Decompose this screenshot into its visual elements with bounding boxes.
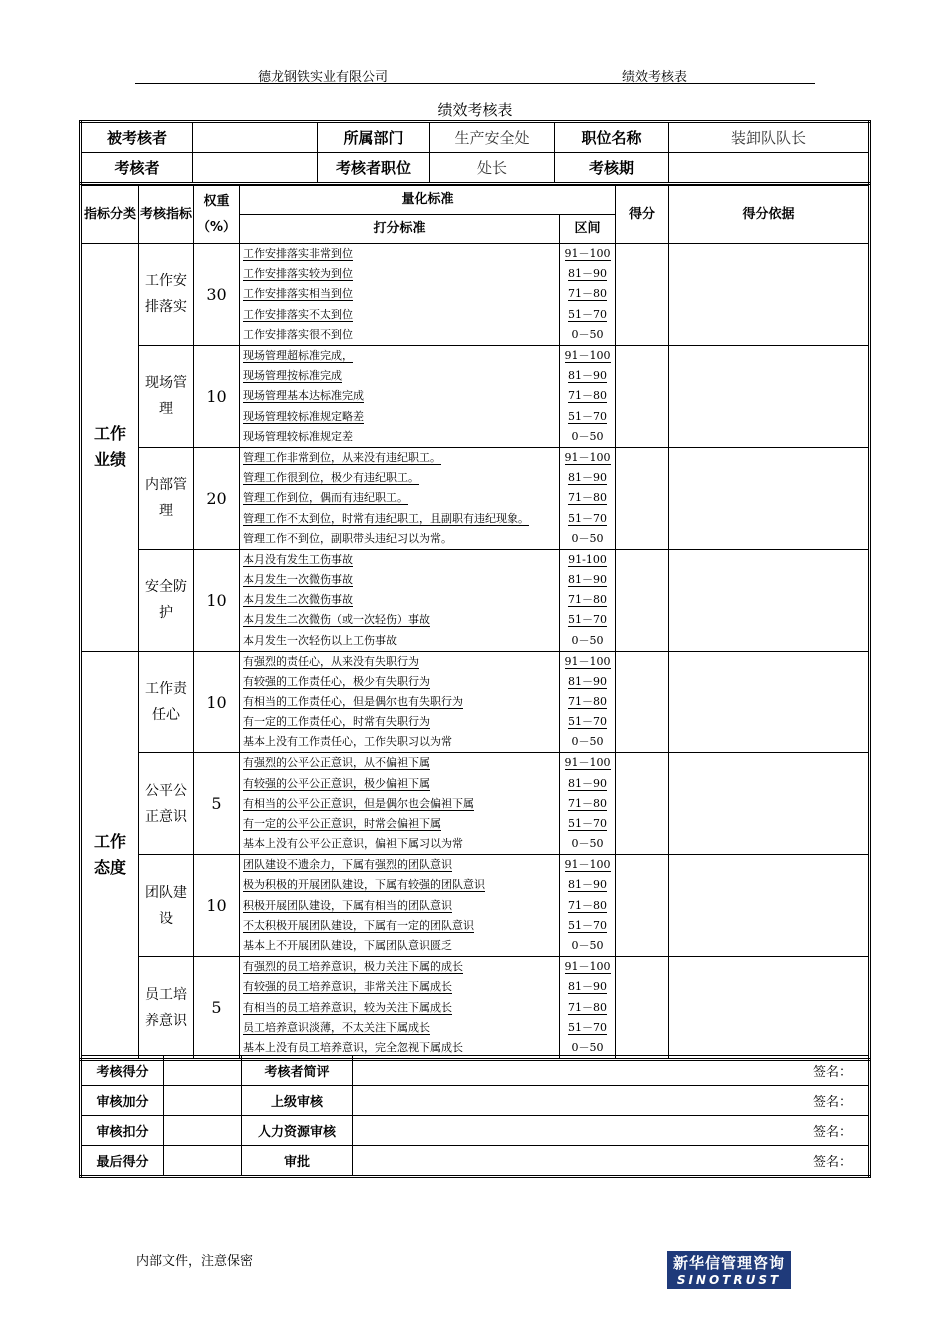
criterion-text-cell — [240, 732, 560, 753]
criterion-range: 51－70 — [568, 307, 607, 321]
criterion-range: 91－100 — [564, 858, 611, 872]
criterion-text-cell — [240, 957, 560, 978]
indicator-cell: 现场管理 — [139, 345, 194, 447]
criterion-text: 基本上不开展团队建设，下属团队意识匮乏 — [243, 939, 452, 953]
criterion-range-cell — [560, 386, 616, 406]
indicator-cell: 员工培养意识 — [139, 957, 194, 1060]
criterion-range-cell — [560, 977, 616, 997]
criterion-text: 基本上没有员工培养意识，完全忽视下属成长 — [243, 1041, 463, 1055]
criterion-text-cell — [240, 712, 560, 732]
criterion-range-cell — [560, 672, 616, 692]
criterion-text-cell — [240, 631, 560, 652]
appraiser-position-value[interactable]: 处长 — [430, 153, 555, 184]
criteria-row — [81, 855, 870, 876]
criterion-text: 本月发生二次微伤（或一次轻伤）事故 — [243, 613, 430, 627]
criterion-range-cell — [560, 631, 616, 652]
criterion-text: 有一定的公平公正意识，时常会偏袒下属 — [243, 817, 441, 831]
criterion-text-cell — [240, 549, 560, 570]
appraiser-position-label: 考核者职位 — [318, 153, 430, 184]
basis-input-cell[interactable] — [669, 244, 870, 346]
criterion-range-cell — [560, 957, 616, 978]
supervisor-signature[interactable]: 签名： — [353, 1086, 870, 1116]
criterion-range: 71－80 — [568, 898, 607, 912]
col-scoring-standard: 打分标准 — [240, 215, 560, 244]
sinotrust-logo — [667, 1251, 791, 1289]
summary-row — [81, 1056, 870, 1086]
criterion-text: 不太积极开展团队建设，下属有一定的团队意识 — [243, 919, 474, 933]
info-row — [81, 122, 870, 153]
weight-cell: 10 — [194, 345, 240, 447]
weight-cell: 10 — [194, 651, 240, 753]
basis-input-cell[interactable] — [669, 345, 870, 447]
bonus-label: 审核加分 — [81, 1086, 164, 1116]
indicator-cell: 内部管理 — [139, 447, 194, 549]
criterion-range: 81－90 — [568, 674, 607, 688]
criterion-range-cell — [560, 447, 616, 468]
criterion-range: 91－100 — [564, 348, 611, 362]
criterion-text-cell — [240, 244, 560, 265]
criterion-text: 工作安排落实不太到位 — [243, 307, 353, 321]
criterion-range: 71－80 — [568, 796, 607, 810]
final-score-field[interactable] — [164, 1146, 242, 1177]
criteria-row — [81, 957, 870, 978]
criterion-text: 有强烈的公平公正意识，从不偏袒下属 — [243, 756, 430, 770]
criterion-text-cell — [240, 610, 560, 630]
table-header-row — [81, 186, 870, 215]
criterion-range-cell — [560, 896, 616, 916]
deduction-field[interactable] — [164, 1116, 242, 1146]
criterion-range-cell — [560, 345, 616, 366]
score-input-cell[interactable] — [616, 957, 669, 1060]
hr-review-label: 人力资源审核 — [242, 1116, 353, 1146]
basis-input-cell[interactable] — [669, 447, 870, 549]
criterion-range-cell — [560, 468, 616, 488]
score-input-cell[interactable] — [616, 447, 669, 549]
criterion-text-cell — [240, 386, 560, 406]
criterion-text-cell — [240, 570, 560, 590]
criterion-range: 51－70 — [568, 817, 607, 831]
criterion-range-cell — [560, 794, 616, 814]
appraiser-field[interactable] — [193, 153, 318, 184]
basis-input-cell[interactable] — [669, 651, 870, 753]
criterion-range: 91－100 — [564, 247, 611, 260]
criterion-text-cell — [240, 998, 560, 1018]
criterion-range-cell — [560, 508, 616, 528]
criterion-text-cell — [240, 345, 560, 366]
criterion-text-cell — [240, 692, 560, 712]
criterion-range: 81－90 — [568, 776, 607, 790]
criterion-range: 51－70 — [568, 715, 607, 729]
indicator-cell: 安全防护 — [139, 549, 194, 651]
criterion-text-cell — [240, 325, 560, 346]
position-label: 职位名称 — [555, 122, 669, 153]
criterion-range-cell — [560, 855, 616, 876]
criterion-text-cell — [240, 916, 560, 936]
criterion-text-cell — [240, 508, 560, 528]
appraiser-signature[interactable]: 签名： — [353, 1056, 870, 1086]
score-input-cell[interactable] — [616, 753, 669, 855]
criterion-text: 工作安排落实很不到位 — [243, 327, 353, 341]
criterion-range: 91－100 — [564, 654, 611, 668]
criterion-text: 有一定的工作责任心，时常有失职行为 — [243, 715, 430, 729]
basis-input-cell[interactable] — [669, 753, 870, 855]
col-score: 得分 — [616, 186, 669, 244]
criterion-range: 91－100 — [564, 756, 611, 770]
deduction-label: 审核扣分 — [81, 1116, 164, 1146]
criterion-range: 91－100 — [564, 450, 611, 464]
criterion-text: 有相当的公平公正意识，但是偶尔也会偏袒下属 — [243, 796, 474, 810]
criterion-text: 工作安排落实较为到位 — [243, 267, 353, 281]
col-indicator: 考核指标 — [139, 186, 194, 244]
col-basis: 得分依据 — [669, 186, 870, 244]
score-input-cell[interactable] — [616, 244, 669, 346]
criteria-row — [81, 244, 870, 265]
criterion-text-cell — [240, 773, 560, 793]
criterion-range: 81－90 — [568, 369, 607, 383]
criterion-text-cell — [240, 1018, 560, 1038]
criterion-range-cell — [560, 712, 616, 732]
score-input-cell[interactable] — [616, 345, 669, 447]
criterion-range-cell — [560, 692, 616, 712]
criterion-text-cell — [240, 468, 560, 488]
criterion-range: 0－50 — [571, 531, 604, 545]
criteria-row — [81, 447, 870, 468]
criteria-row — [81, 345, 870, 366]
criterion-text: 团队建设不遗余力，下属有强烈的团队意识 — [243, 858, 452, 872]
criterion-range: 0－50 — [571, 735, 604, 749]
criterion-range-cell — [560, 875, 616, 895]
criterion-text: 管理工作不太到位，时常有违纪职工，且副职有违纪现象。 — [243, 511, 529, 525]
criterion-text: 有较强的员工培养意识，非常关注下属成长 — [243, 980, 452, 994]
criterion-text-cell — [240, 284, 560, 304]
weight-cell: 10 — [194, 549, 240, 651]
criterion-text-cell — [240, 834, 560, 855]
criterion-text-cell — [240, 794, 560, 814]
hr-signature[interactable]: 签名： — [353, 1116, 870, 1146]
criterion-range-cell — [560, 570, 616, 590]
final-score-label: 最后得分 — [81, 1146, 164, 1177]
logo-line1: 新华信管理咨询 — [672, 1254, 785, 1272]
criterion-range-cell — [560, 998, 616, 1018]
criterion-text-cell — [240, 936, 560, 957]
criterion-text-cell — [240, 753, 560, 774]
criterion-range-cell — [560, 732, 616, 753]
criterion-range-cell — [560, 549, 616, 570]
criterion-text-cell — [240, 406, 560, 426]
position-value[interactable]: 装卸队队长 — [669, 122, 870, 153]
weight-cell: 10 — [194, 855, 240, 957]
criterion-range: 71－80 — [568, 287, 607, 301]
col-category: 指标分类 — [81, 186, 139, 244]
criterion-range-cell — [560, 936, 616, 957]
period-label: 考核期 — [555, 153, 669, 184]
total-score-label: 考核得分 — [81, 1056, 164, 1086]
criterion-text: 员工培养意识淡薄，不太关注下属成长 — [243, 1020, 430, 1034]
criterion-text: 工作安排落实相当到位 — [243, 287, 353, 301]
criterion-text: 现场管理超标准完成， — [243, 348, 353, 362]
criterion-text: 基本上没有工作责任心，工作失职习以为常 — [243, 735, 452, 749]
logo-line2: SINOTRUST — [676, 1273, 782, 1287]
appraisee-field[interactable] — [193, 122, 318, 153]
header-company: 德龙钢铁实业有限公司 — [258, 70, 389, 85]
col-weight: 权重（%） — [194, 186, 240, 244]
criterion-text: 有强烈的员工培养意识，极力关注下属的成长 — [243, 960, 463, 974]
criterion-text: 现场管理较标准规定略差 — [243, 409, 364, 423]
criterion-range-cell — [560, 814, 616, 834]
criterion-range: 71－80 — [568, 593, 607, 607]
criterion-text: 有相当的工作责任心，但是偶尔也有失职行为 — [243, 695, 463, 708]
indicator-cell: 团队建设 — [139, 855, 194, 957]
criterion-text: 管理工作不到位，副职带头违纪习以为常。 — [243, 531, 452, 545]
criterion-text: 管理工作很到位，极少有违纪职工。 — [243, 470, 419, 484]
criterion-text-cell — [240, 651, 560, 672]
indicator-cell: 工作责任心 — [139, 651, 194, 753]
criterion-range-cell — [560, 325, 616, 346]
weight-cell: 30 — [194, 244, 240, 346]
basis-input-cell[interactable] — [669, 855, 870, 957]
criterion-text: 有强烈的责任心，从来没有失职行为 — [243, 654, 419, 668]
criterion-text: 现场管理较标准规定差 — [243, 429, 353, 443]
page-title: 绩效考核表 — [437, 101, 513, 119]
criterion-text: 管理工作到位，偶而有违纪职工。 — [243, 491, 408, 505]
criterion-range: 71－80 — [568, 1000, 607, 1014]
indicator-cell: 公平公正意识 — [139, 753, 194, 855]
criterion-range: 71－80 — [568, 491, 607, 505]
appraisee-label: 被考核者 — [81, 122, 193, 153]
category-cell: 工作态度 — [81, 651, 139, 1060]
weight-cell: 5 — [194, 753, 240, 855]
info-row — [81, 153, 870, 184]
criterion-text: 本月没有发生工伤事故 — [243, 552, 353, 566]
criterion-range-cell — [560, 916, 616, 936]
summary-row — [81, 1116, 870, 1146]
approval-signature[interactable]: 签名： — [353, 1146, 870, 1177]
criterion-text-cell — [240, 855, 560, 876]
criterion-range: 0－50 — [571, 939, 604, 953]
criterion-text: 有较强的公平公正意识，极少偏袒下属 — [243, 776, 430, 790]
criterion-range-cell — [560, 834, 616, 855]
total-score-field[interactable] — [164, 1056, 242, 1086]
col-quant-standard: 量化标准 — [240, 186, 616, 215]
weight-cell: 5 — [194, 957, 240, 1060]
header-doc-name: 绩效考核表 — [622, 70, 688, 85]
criterion-text-cell — [240, 366, 560, 386]
criterion-text: 有较强的工作责任心，极少有失职行为 — [243, 674, 430, 688]
col-range: 区间 — [560, 215, 616, 244]
basis-input-cell[interactable] — [669, 957, 870, 1060]
criterion-text: 现场管理基本达标准完成 — [243, 389, 364, 403]
criterion-range: 51－70 — [568, 409, 607, 423]
criterion-range: 81－90 — [568, 980, 607, 994]
criterion-range: 0－50 — [571, 327, 604, 341]
criterion-range: 51－70 — [568, 613, 607, 627]
criterion-range-cell — [560, 753, 616, 774]
criterion-text: 本月发生二次微伤事故 — [243, 593, 353, 607]
appraiser-label: 考核者 — [81, 153, 193, 184]
criterion-range-cell — [560, 610, 616, 630]
criterion-range-cell — [560, 1018, 616, 1038]
criterion-text-cell — [240, 977, 560, 997]
score-input-cell[interactable] — [616, 855, 669, 957]
criterion-range: 51－70 — [568, 511, 607, 525]
criterion-text-cell — [240, 264, 560, 284]
period-field[interactable] — [669, 153, 870, 184]
criterion-range-cell — [560, 264, 616, 284]
criteria-row — [81, 753, 870, 774]
criterion-text-cell — [240, 590, 560, 610]
criterion-text: 工作安排落实非常到位 — [243, 247, 353, 260]
criterion-text-cell — [240, 488, 560, 508]
criterion-range-cell — [560, 488, 616, 508]
criterion-text: 现场管理按标准完成 — [243, 369, 342, 383]
criterion-range: 71－80 — [568, 389, 607, 403]
criterion-range: 91－100 — [564, 960, 611, 974]
criterion-range: 0－50 — [571, 837, 604, 851]
appraiser-comment-label: 考核者简评 — [242, 1056, 353, 1086]
supervisor-review-label: 上级审核 — [242, 1086, 353, 1116]
criterion-range-cell — [560, 305, 616, 325]
info-table — [79, 120, 871, 185]
summary-row — [81, 1146, 870, 1177]
criterion-text-cell — [240, 814, 560, 834]
criterion-text-cell — [240, 875, 560, 895]
criterion-range-cell — [560, 651, 616, 672]
criterion-range: 51－70 — [568, 919, 607, 933]
criterion-range: 0－50 — [571, 429, 604, 443]
criterion-range: 51－70 — [568, 1020, 607, 1034]
criterion-range-cell — [560, 366, 616, 386]
criterion-range-cell — [560, 244, 616, 265]
header-rule — [135, 83, 815, 84]
criterion-range: 0－50 — [571, 1041, 604, 1055]
criterion-range-cell — [560, 590, 616, 610]
criterion-text-cell — [240, 529, 560, 550]
criterion-range: 71－80 — [568, 695, 607, 708]
summary-table — [79, 1055, 871, 1178]
criteria-row — [81, 549, 870, 570]
criterion-range-cell — [560, 773, 616, 793]
criterion-range: 81－90 — [568, 267, 607, 281]
criterion-text-cell — [240, 427, 560, 448]
criterion-range: 81－90 — [568, 878, 607, 892]
basis-input-cell[interactable] — [669, 549, 870, 651]
criterion-range-cell — [560, 529, 616, 550]
criterion-text: 极为积极的开展团队建设，下属有较强的团队意识 — [243, 878, 485, 892]
criterion-text-cell — [240, 447, 560, 468]
criterion-text: 积极开展团队建设，下属有相当的团队意识 — [243, 898, 452, 912]
department-value[interactable]: 生产安全处 — [430, 122, 555, 153]
criterion-text-cell — [240, 896, 560, 916]
criterion-range: 81－90 — [568, 470, 607, 484]
criterion-text: 有相当的员工培养意识，较为关注下属成长 — [243, 1000, 452, 1014]
criterion-range: 91-100 — [568, 552, 607, 566]
criterion-text: 本月发生一次轻伤以上工伤事故 — [243, 633, 397, 647]
weight-cell: 20 — [194, 447, 240, 549]
category-cell: 工作业绩 — [81, 244, 139, 652]
criteria-table — [79, 185, 871, 1061]
summary-row — [81, 1086, 870, 1116]
criterion-text-cell — [240, 672, 560, 692]
criterion-text-cell — [240, 305, 560, 325]
bonus-field[interactable] — [164, 1086, 242, 1116]
criterion-range-cell — [560, 284, 616, 304]
criterion-range: 0－50 — [571, 633, 604, 647]
footer-note: 内部文件，注意保密 — [136, 1254, 254, 1269]
criterion-range-cell — [560, 406, 616, 426]
indicator-cell: 工作安排落实 — [139, 244, 194, 346]
score-input-cell[interactable] — [616, 651, 669, 753]
criterion-text: 管理工作非常到位，从来没有违纪职工。 — [243, 450, 441, 464]
criterion-text: 本月发生一次微伤事故 — [243, 572, 353, 586]
appraisal-form — [79, 120, 871, 1190]
criteria-row — [81, 651, 870, 672]
score-input-cell[interactable] — [616, 549, 669, 651]
approval-label: 审批 — [242, 1146, 353, 1177]
criterion-range-cell — [560, 427, 616, 448]
criterion-text: 基本上没有公平公正意识，偏袒下属习以为常 — [243, 837, 463, 851]
criterion-range: 81－90 — [568, 572, 607, 586]
department-label: 所属部门 — [318, 122, 430, 153]
